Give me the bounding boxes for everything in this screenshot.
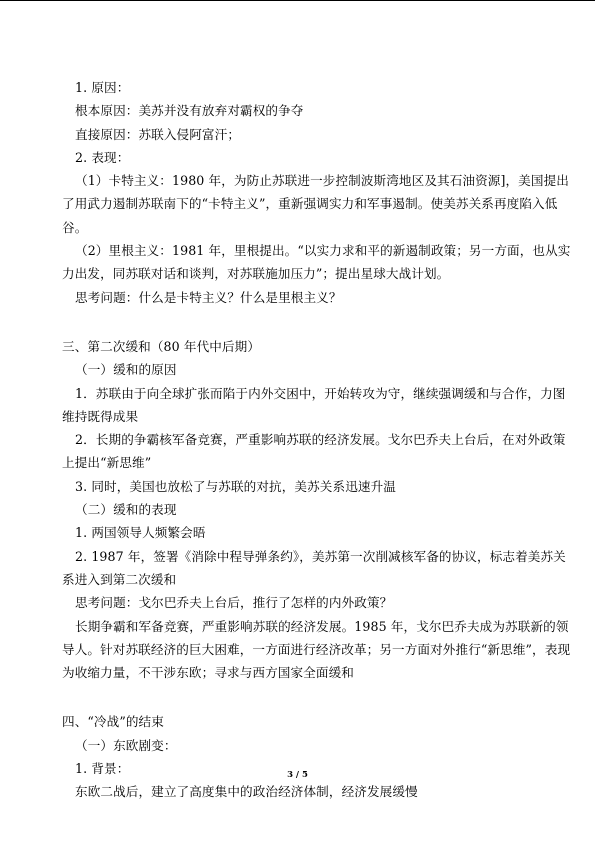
text-line: 2. 1987 年，签署《消除中程导弹条约》，美苏第一次削减核军备的协议，标志着美苏关 [75, 548, 566, 564]
text-line: 为收缩力量，不干涉东欧；寻求与西方国家全面缓和 [62, 665, 354, 681]
paragraph [62, 591, 534, 614]
paragraph [62, 382, 566, 429]
section-gap [62, 684, 534, 710]
text-line: 1. 两国领导人频繁会晤 [75, 525, 206, 541]
paragraph [62, 169, 569, 239]
paragraph [62, 498, 534, 521]
text-line: 力出发，同苏联对话和谈判，对苏联施加压力”；提出星球大战计划。 [62, 266, 450, 282]
paragraph [62, 428, 566, 475]
text-line: 2．长期的争霸核军备竞赛，严重影响苏联的经济发展。戈尔巴乔夫上台后，在对外政策 [75, 432, 566, 448]
paragraph [62, 286, 534, 309]
paragraph [62, 475, 534, 498]
text-line: 维持既得成果 [62, 408, 139, 424]
text-line: 导人。针对苏联经济的巨大困难，一方面进行经济改革；另一方面对外推行“新思维”，表现 [62, 641, 571, 657]
text-line: 系进入到第二次缓和 [62, 571, 177, 587]
document-body [62, 76, 571, 804]
text-line: 东欧二战后，建立了高度集中的政治经济体制，经济发展缓慢 [75, 784, 418, 800]
text-line: 长期争霸和军备竞赛，严重影响苏联的经济发展。1985 年，戈尔巴乔夫成为苏联新的领 [75, 618, 569, 634]
page-top-border [0, 0, 595, 1]
paragraph [62, 358, 534, 381]
paragraph [62, 76, 534, 99]
section-heading [62, 710, 534, 733]
text-line: 3. 同时，美国也放松了与苏联的对抗，美苏关系迅速升温 [75, 478, 396, 494]
text-line: 思考问题：什么是卡特主义？什么是里根主义？ [75, 289, 342, 305]
text-line: （一）东欧剧变： [75, 737, 177, 753]
text-line: 谷。 [62, 219, 88, 235]
text-line: 1．苏联由于向全球扩张而陷于内外交困中，开始转攻为守，继续强调缓和与合作，力图 [75, 385, 566, 401]
text-line: （1）卡特主义：1980 年，为防止苏联进一步控制波斯湾地区及其石油资源]，美国提出 [75, 173, 569, 189]
text-line: （二）缓和的表现 [75, 502, 177, 518]
text-line: 2. 表现： [75, 149, 130, 165]
paragraph [62, 521, 534, 544]
section-gap [62, 309, 534, 335]
paragraph [62, 123, 534, 146]
paragraph [62, 615, 571, 685]
paragraph [62, 239, 571, 286]
text-line: 1. 背景： [75, 761, 130, 777]
paragraph [62, 146, 534, 169]
text-line: 根本原因：美苏并没有放弃对霸权的争夺 [75, 103, 304, 119]
text-line: 思考问题：戈尔巴乔夫上台后，推行了怎样的内外政策？ [75, 595, 393, 611]
paragraph [62, 780, 534, 803]
section-heading [62, 335, 534, 358]
text-line: 三、第二次缓和（80 年代中后期） [62, 338, 261, 354]
text-line: 四、“冷战”的结束 [62, 714, 164, 730]
text-line: （2）里根主义：1981 年，里根提出。“以实力求和平的新遏制政策；另一方面，也从实 [75, 243, 571, 259]
text-line: 1. 原因： [75, 80, 130, 95]
text-line: 了用武力遏制苏联南下的“卡特主义”，重新强调实力和军事遏制。使美苏关系再度陷入低 [62, 196, 558, 212]
paragraph [62, 734, 534, 757]
paragraph [62, 545, 566, 592]
page-number: 3 / 5 [287, 770, 308, 780]
paragraph [62, 99, 534, 122]
text-line: （一）缓和的原因 [75, 362, 177, 378]
text-line: 直接原因：苏联入侵阿富汗； [75, 126, 241, 142]
text-line: 上提出“新思维” [62, 455, 152, 471]
